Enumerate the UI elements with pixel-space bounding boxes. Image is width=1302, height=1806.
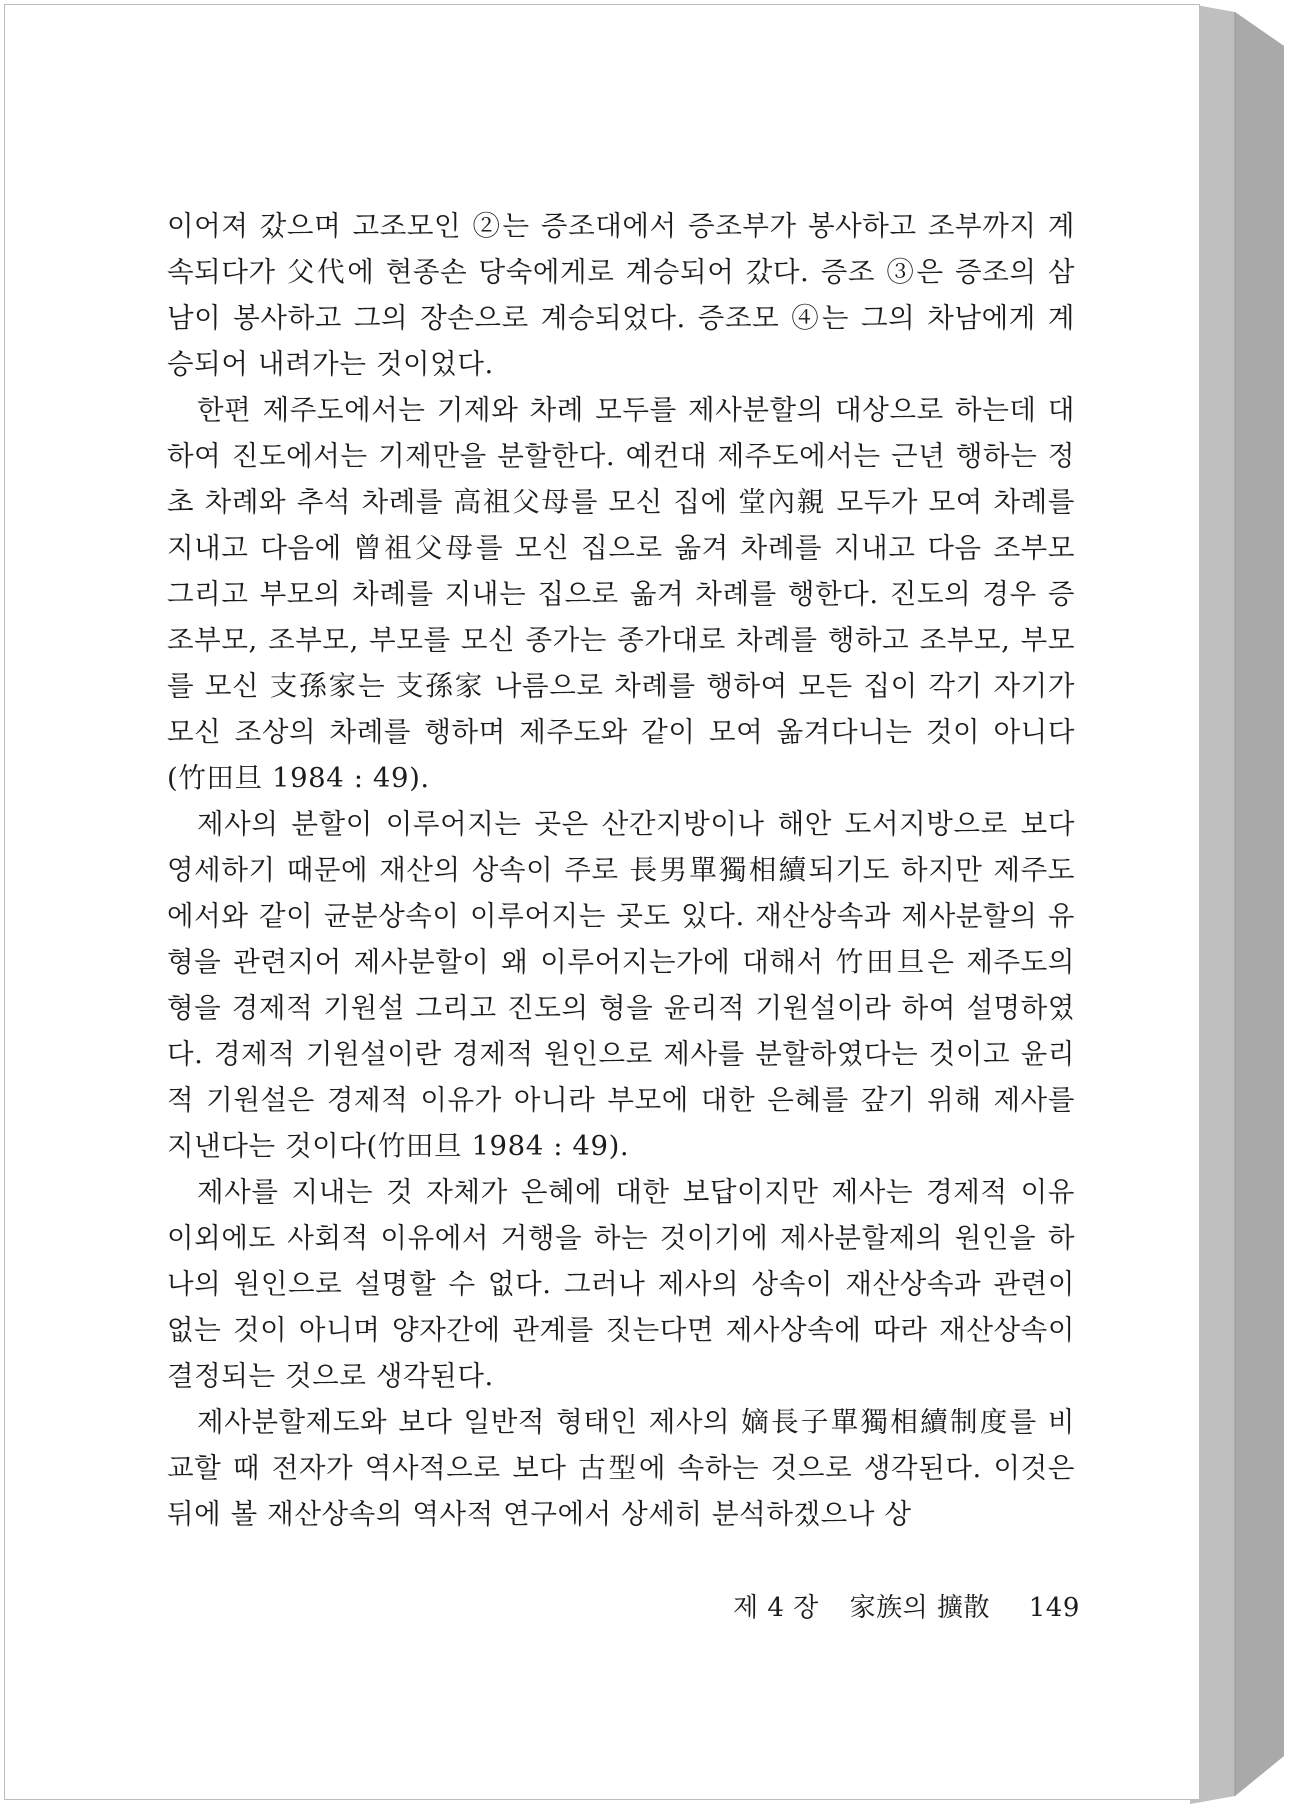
paragraph: 제사를 지내는 것 자체가 은혜에 대한 보답이지만 제사는 경제적 이유 이외에도 사회적 이유에서 거행을 하는 것이기에 제사분할제의 원인을 하나의 원인으로 설명할 수 없다. 그러나 제사의 상속이 재산상속과 관련이 없는 것이 아니며 양자간에 관계를 짓는다면 제사상속에 따라 재산상속이 결정되는 것으로 생각된다.: [167, 1176, 1075, 1392]
running-footer: [733, 1587, 1080, 1624]
paragraph: 제사분할제도와 보다 일반적 형태인 제사의 嫡長子單獨相續制度를 비교할 때 전자가 역사적으로 보다 古型에 속하는 것으로 생각된다. 이것은 뒤에 볼 재산상속의 역사적 연구에서 상세히 분석하겠으나 상: [167, 1406, 1075, 1530]
chapter-number: 제 4 장: [733, 1593, 819, 1623]
body-text: [167, 203, 1075, 1537]
page-number: 149: [1028, 1593, 1080, 1623]
paragraph: 이어져 갔으며 고조모인 ②는 증조대에서 증조부가 봉사하고 조부까지 계속되다가 父代에 현종손 당숙에게로 계승되어 갔다. 증조 ③은 증조의 삼남이 봉사하고 그의 장손으로 계승되었다. 증조모 ④는 그의 차남에게 계승되어 내려가는 것이었다.: [167, 210, 1075, 380]
book-page: [4, 4, 1200, 1800]
chapter-title: 家族의 擴散: [849, 1593, 990, 1623]
paragraph: 제사의 분할이 이루어지는 곳은 산간지방이나 해안 도서지방으로 보다 영세하기 때문에 재산의 상속이 주로 長男單獨相續되기도 하지만 제주도에서와 같이 균분상속이 이루어지는 곳도 있다. 재산상속과 제사분할의 유형을 관련지어 제사분할이 왜 이루어지는가에 대해서 竹田旦은 제주도의 형을 경제적 기원설 그리고 진도의 형을 윤리적 기원설이라 하여 설명하였다. 경제적 기원설이란 경제적 원인으로 제사를 분할하였다는 것이고 윤리적 기원설은 경제적 이유가 아니라 부모에 대한 은혜를 갚기 위해 제사를 지낸다는 것이다(竹田旦 1984 : 49).: [167, 808, 1075, 1162]
paragraph: 한편 제주도에서는 기제와 차례 모두를 제사분할의 대상으로 하는데 대하여 진도에서는 기제만을 분할한다. 예컨대 제주도에서는 근년 행하는 정초 차례와 추석 차례를 高祖父母를 모신 집에 堂內親 모두가 모여 차례를 지내고 다음에 曾祖父母를 모신 집으로 옮겨 차례를 지내고 다음 조부모 그리고 부모의 차례를 지내는 집으로 옮겨 차례를 행한다. 진도의 경우 증조부모, 조부모, 부모를 모신 종가는 종가대로 차례를 행하고 조부모, 부모를 모신 支孫家는 支孫家 나름으로 차례를 행하여 모든 집이 각기 자기가 모신 조상의 차례를 행하며 제주도와 같이 모여 옮겨다니는 것이 아니다(竹田旦 1984 : 49).: [167, 394, 1075, 794]
